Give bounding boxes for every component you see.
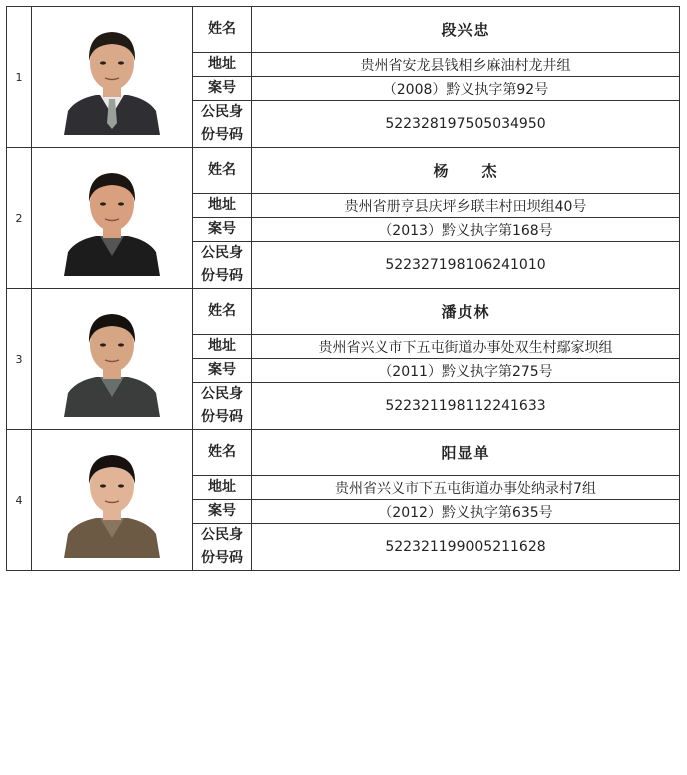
photo-left-eye	[100, 484, 106, 487]
field-label-address: 地址	[193, 53, 252, 77]
person-address: 贵州省兴义市下五屯街道办事处双生村鄢家坝组	[252, 335, 680, 359]
person-address: 贵州省册亨县庆坪乡联丰村田坝组40号	[252, 194, 680, 218]
photo-left-eye	[100, 61, 106, 64]
field-label-name: 姓名	[193, 7, 252, 53]
person-address: 贵州省兴义市下五屯街道办事处纳录村7组	[252, 476, 680, 500]
person-address: 贵州省安龙县钱相乡麻油村龙井组	[252, 53, 680, 77]
person-case-number: （2012）黔义执字第635号	[252, 500, 680, 524]
person-case-number: （2013）黔义执字第168号	[252, 218, 680, 242]
person-photo	[62, 160, 162, 276]
person-id-number: 522321198112241633	[252, 383, 680, 430]
photo-cell	[32, 430, 193, 571]
row-index: 1	[7, 7, 32, 148]
person-photo	[62, 442, 162, 558]
field-label-name: 姓名	[193, 148, 252, 194]
person-name: 杨 杰	[252, 148, 680, 194]
field-label-address: 地址	[193, 476, 252, 500]
field-label-id: 公民身份号码	[193, 242, 252, 289]
photo-cell	[32, 7, 193, 148]
debtor-roster-table	[6, 6, 680, 571]
photo-cell	[32, 289, 193, 430]
field-label-name: 姓名	[193, 289, 252, 335]
field-label-id: 公民身份号码	[193, 383, 252, 430]
row-index: 4	[7, 430, 32, 571]
person-case-number: （2008）黔义执字第92号	[252, 77, 680, 101]
field-label-address: 地址	[193, 194, 252, 218]
table-row	[7, 430, 680, 476]
person-photo	[62, 19, 162, 135]
person-id-number: 522321199005211628	[252, 524, 680, 571]
person-photo	[62, 301, 162, 417]
table-row	[7, 148, 680, 194]
field-label-case: 案号	[193, 218, 252, 242]
field-label-case: 案号	[193, 359, 252, 383]
person-case-number: （2011）黔义执字第275号	[252, 359, 680, 383]
row-index: 2	[7, 148, 32, 289]
person-name: 潘贞林	[252, 289, 680, 335]
table-row	[7, 289, 680, 335]
field-label-case: 案号	[193, 77, 252, 101]
row-index: 3	[7, 289, 32, 430]
field-label-id: 公民身份号码	[193, 524, 252, 571]
photo-right-eye	[118, 61, 124, 64]
table-row	[7, 7, 680, 53]
person-id-number: 522328197505034950	[252, 101, 680, 148]
field-label-address: 地址	[193, 335, 252, 359]
photo-right-eye	[118, 343, 124, 346]
field-label-id: 公民身份号码	[193, 101, 252, 148]
photo-right-eye	[118, 484, 124, 487]
photo-right-eye	[118, 202, 124, 205]
photo-cell	[32, 148, 193, 289]
person-name: 阳显单	[252, 430, 680, 476]
field-label-case: 案号	[193, 500, 252, 524]
photo-left-eye	[100, 343, 106, 346]
roster-body	[7, 7, 680, 571]
field-label-name: 姓名	[193, 430, 252, 476]
person-name: 段兴忠	[252, 7, 680, 53]
person-id-number: 522327198106241010	[252, 242, 680, 289]
photo-left-eye	[100, 202, 106, 205]
